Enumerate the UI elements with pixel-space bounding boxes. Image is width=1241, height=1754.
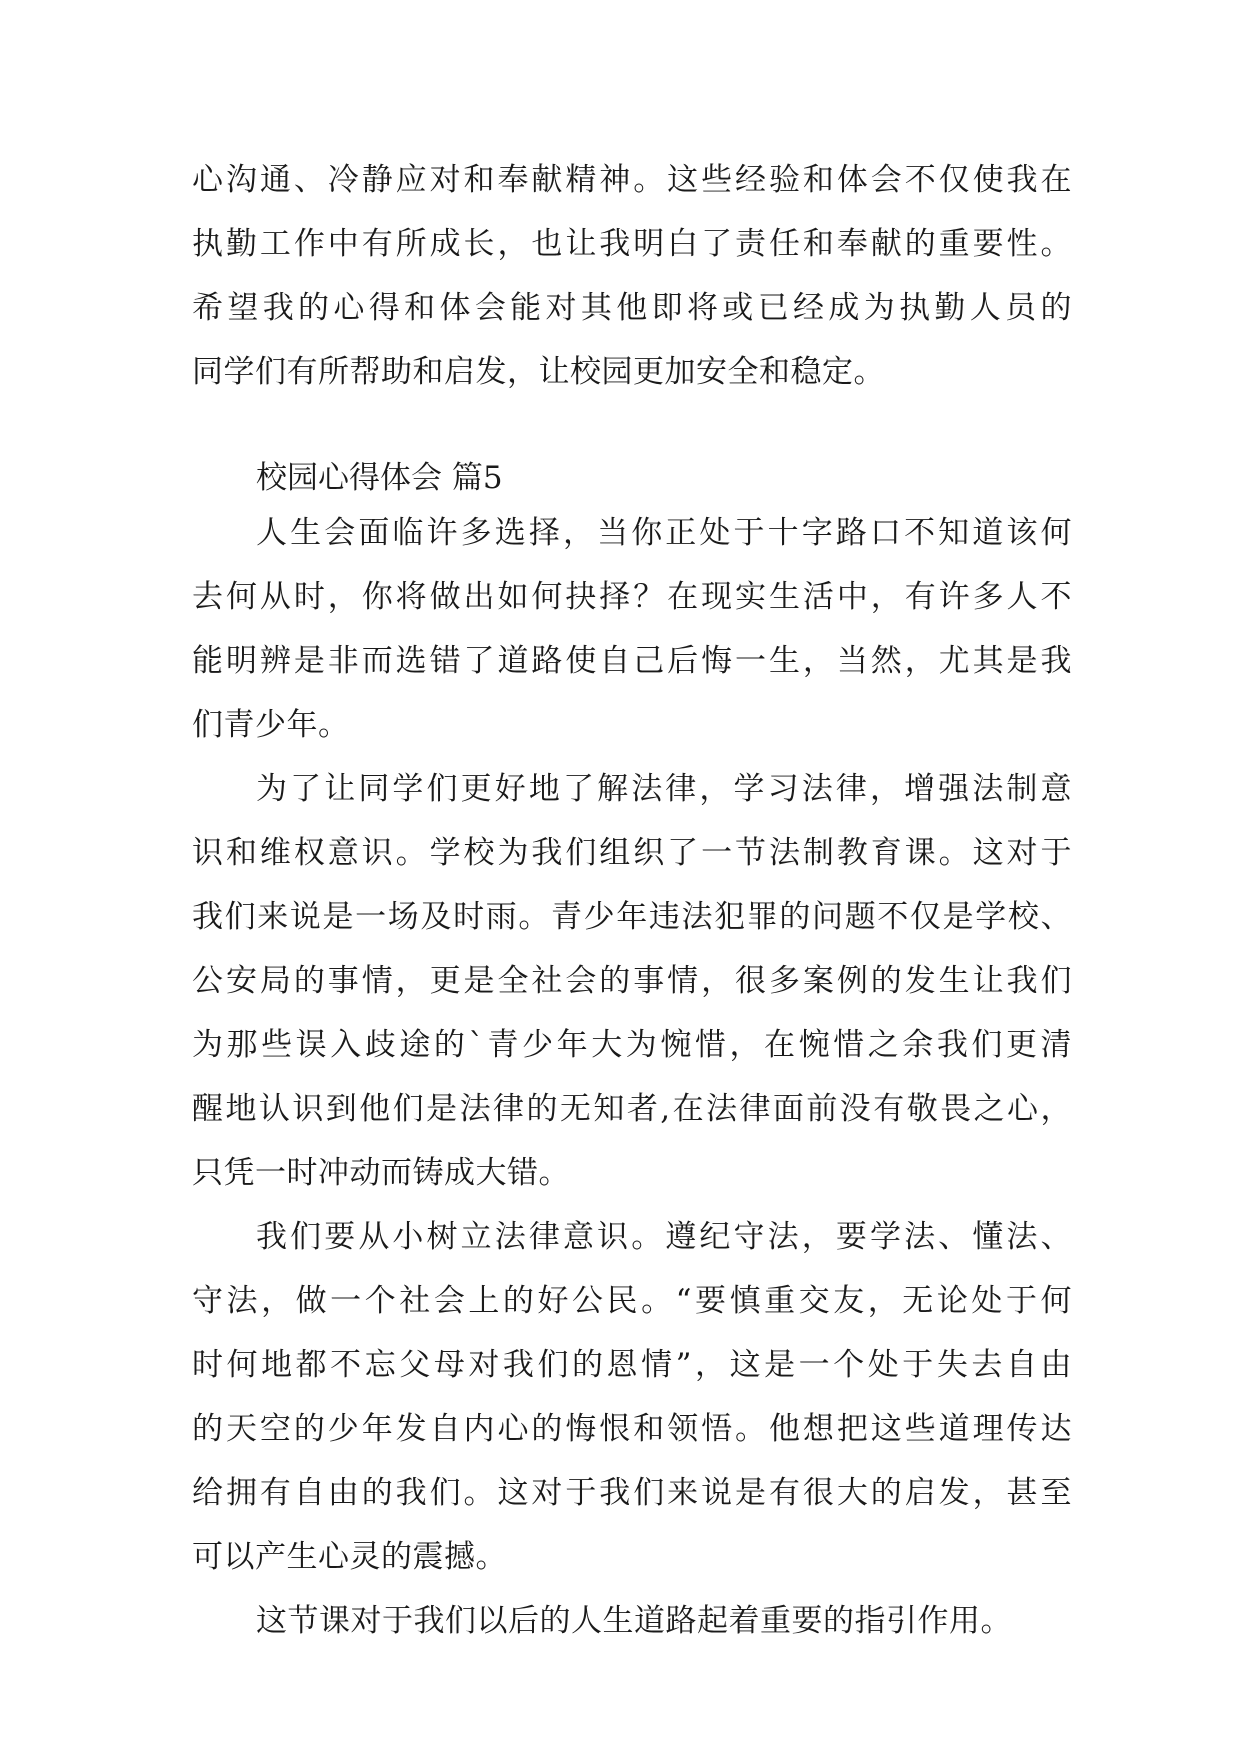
section-heading: 校园心得体会 篇5 xyxy=(256,460,503,496)
text-line: 执勤工作中有所成长，也让我明白了责任和奉献的重要性。 xyxy=(192,226,1072,262)
text-line: 的天空的少年发自内心的悔恨和领悟。他想把这些道理传达 xyxy=(192,1411,1072,1447)
text-line: 去何从时，你将做出如何抉择？在现实生活中，有许多人不 xyxy=(192,579,1072,615)
text-line: 这节课对于我们以后的人生道路起着重要的指引作用。 xyxy=(256,1603,1012,1639)
text-line: 为了让同学们更好地了解法律，学习法律，增强法制意 xyxy=(256,771,1072,807)
text-line: 人生会面临许多选择，当你正处于十字路口不知道该何 xyxy=(256,515,1072,551)
text-line: 同学们有所帮助和启发，让校园更加安全和稳定。 xyxy=(192,354,885,390)
text-line: 能明辨是非而选错了道路使自己后悔一生，当然，尤其是我 xyxy=(192,643,1072,679)
text-line: 醒地认识到他们是法律的无知者,在法律面前没有敬畏之心， xyxy=(192,1091,1072,1127)
text-line: 我们来说是一场及时雨。青少年违法犯罪的问题不仅是学校、 xyxy=(192,899,1072,935)
text-line: 给拥有自由的我们。这对于我们来说是有很大的启发，甚至 xyxy=(192,1475,1072,1511)
text-line: 希望我的心得和体会能对其他即将或已经成为执勤人员的 xyxy=(192,290,1072,326)
text-line: 识和维权意识。学校为我们组织了一节法制教育课。这对于 xyxy=(192,835,1072,871)
text-line: 们青少年。 xyxy=(192,707,350,743)
text-line: 可以产生心灵的震撼。 xyxy=(192,1539,507,1575)
text-line: 守法，做一个社会上的好公民。“要慎重交友，无论处于何 xyxy=(192,1283,1072,1319)
text-line: 心沟通、冷静应对和奉献精神。这些经验和体会不仅使我在 xyxy=(192,162,1072,198)
text-line: 只凭一时冲动而铸成大错。 xyxy=(192,1155,570,1191)
text-line: 我们要从小树立法律意识。遵纪守法，要学法、懂法、 xyxy=(256,1219,1072,1255)
text-line: 时何地都不忘父母对我们的恩情”，这是一个处于失去自由 xyxy=(192,1347,1072,1383)
text-line: 为那些误入歧途的`青少年大为惋惜，在惋惜之余我们更清 xyxy=(192,1027,1072,1063)
text-line: 公安局的事情，更是全社会的事情，很多案例的发生让我们 xyxy=(192,963,1072,999)
